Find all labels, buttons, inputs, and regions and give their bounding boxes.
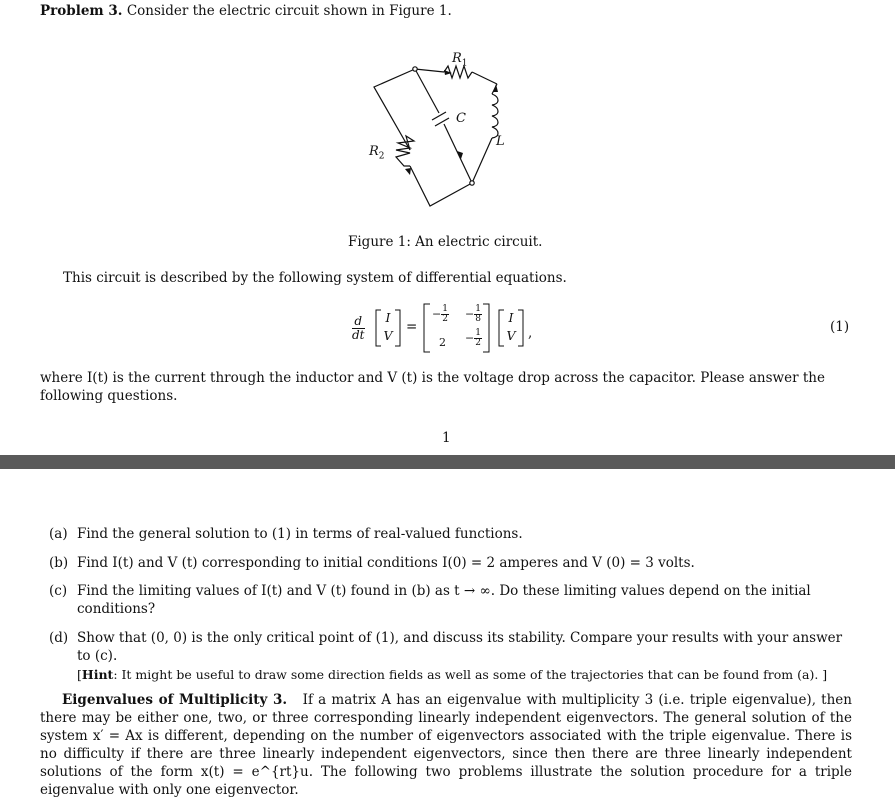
- hint: [Hint: It might be useful to draw some direction fields as well as some of the trajectories that can be found from (a). ]: [77, 667, 828, 682]
- label-r1: $R_1$: [452, 51, 468, 69]
- page-number: 1: [442, 430, 451, 446]
- inductor-lead-bottom: [472, 138, 492, 183]
- vector-bracket-left-1: [374, 309, 382, 347]
- matrix-entry-12: − $\frac{1}{8}$: [465, 304, 481, 324]
- where-paragraph: where I(t) is the current through the inductor and V (t) is the voltage drop across the capacitor. Please answer the following questions.: [40, 370, 825, 404]
- hint-label: Hint: [81, 667, 114, 682]
- equation-1: [352, 303, 552, 353]
- question-b: [49, 554, 855, 572]
- vector-bracket-right-2: [517, 309, 525, 347]
- state-vector-lhs: I V: [383, 310, 393, 343]
- capacitor-lead-bottom: [444, 124, 472, 183]
- junction-node-bottom: [470, 181, 474, 185]
- bottom-wire: [410, 166, 472, 206]
- state-vector-rhs: I V: [506, 310, 516, 343]
- question-a: [49, 525, 855, 543]
- inductor-l: [492, 94, 498, 138]
- vector-bracket-right-1: [394, 309, 402, 347]
- matrix-entry-22: − $\frac{1}{2}$: [465, 328, 481, 348]
- equals-sign: =: [406, 319, 418, 335]
- junction-node-top: [413, 67, 417, 71]
- eigenvalues-heading: Eigenvalues of Multiplicity 3.: [62, 692, 288, 708]
- eigenvalues-paragraph: [40, 691, 852, 799]
- equation-comma: ,: [528, 325, 533, 341]
- equation-number: (1): [830, 319, 850, 335]
- problem-text: Consider the electric circuit shown in Figure 1.: [126, 3, 452, 19]
- question-b-text: Find I(t) and V (t) corresponding to initial conditions I(0) = 2 amperes and V (0) = 3 volts.: [77, 555, 695, 571]
- label-l: L: [496, 134, 505, 149]
- question-d: [49, 629, 855, 665]
- question-b-label: (b): [49, 555, 69, 571]
- capacitor-plate-2: [435, 118, 449, 126]
- vector-bracket-left-2: [497, 309, 505, 347]
- current-arrow-l: [493, 84, 498, 92]
- current-arrow-r2: [405, 168, 411, 175]
- circuit-diagram: [360, 40, 530, 210]
- intro-paragraph: This circuit is described by the following system of differential equations.: [63, 270, 567, 286]
- page-separator: [0, 455, 895, 469]
- capacitor-plate-1: [432, 112, 446, 120]
- problem-heading: [40, 2, 452, 20]
- matrix-entry-21: 2: [439, 336, 446, 349]
- question-a-text: Find the general solution to (1) in terms of real-valued functions.: [77, 526, 523, 542]
- document-page-2: [0, 469, 895, 798]
- question-c-text: Find the limiting values of I(t) and V (t) found in (b) as t → ∞. Do these limiting values depend on the initial conditions?: [77, 583, 811, 617]
- r1-lead-left: [415, 69, 444, 72]
- question-c: [49, 582, 855, 618]
- figure-caption: Figure 1: An electric circuit.: [348, 234, 543, 250]
- capacitor-lead-top: [415, 69, 439, 113]
- matrix-entry-11: − $\frac{1}{2}$: [432, 304, 448, 324]
- question-a-label: (a): [49, 526, 68, 542]
- eigenvalues-text: If a matrix A has an eigenvalue with multiplicity 3 (i.e. triple eigenvalue), then there may be either one, two, or three corresponding linearly independent eigenvectors. The general solution of the system x′ = Ax is different, depending on the number of eigenvectors associated with the triple eigenvalue. There is no difficulty if there are three linearly independent eigenvectors, since then there are three linearly independent solutions of the form x(t) = e^{rt}u. The following two problems illustrate the solution procedure for a triple eigenvalue with only one eigenvector.: [40, 692, 852, 798]
- label-c: C: [456, 111, 466, 126]
- r1-lead-right: [472, 72, 497, 84]
- derivative-operator: $\frac{d}{dt}$: [352, 314, 365, 342]
- problem-label: Problem 3.: [40, 3, 123, 19]
- hint-text: : It might be useful to draw some direction fields as well as some of the trajectories that can be found from (a). ]: [113, 667, 828, 682]
- matrix-bracket-right: [482, 303, 491, 353]
- label-r2: $R_2$: [369, 144, 385, 162]
- question-d-text: Show that (0, 0) is the only critical point of (1), and discuss its stability. Compare your results with your answer to (c).: [77, 630, 843, 664]
- matrix-bracket-left: [422, 303, 431, 353]
- question-d-label: (d): [49, 630, 69, 646]
- question-c-label: (c): [49, 583, 68, 599]
